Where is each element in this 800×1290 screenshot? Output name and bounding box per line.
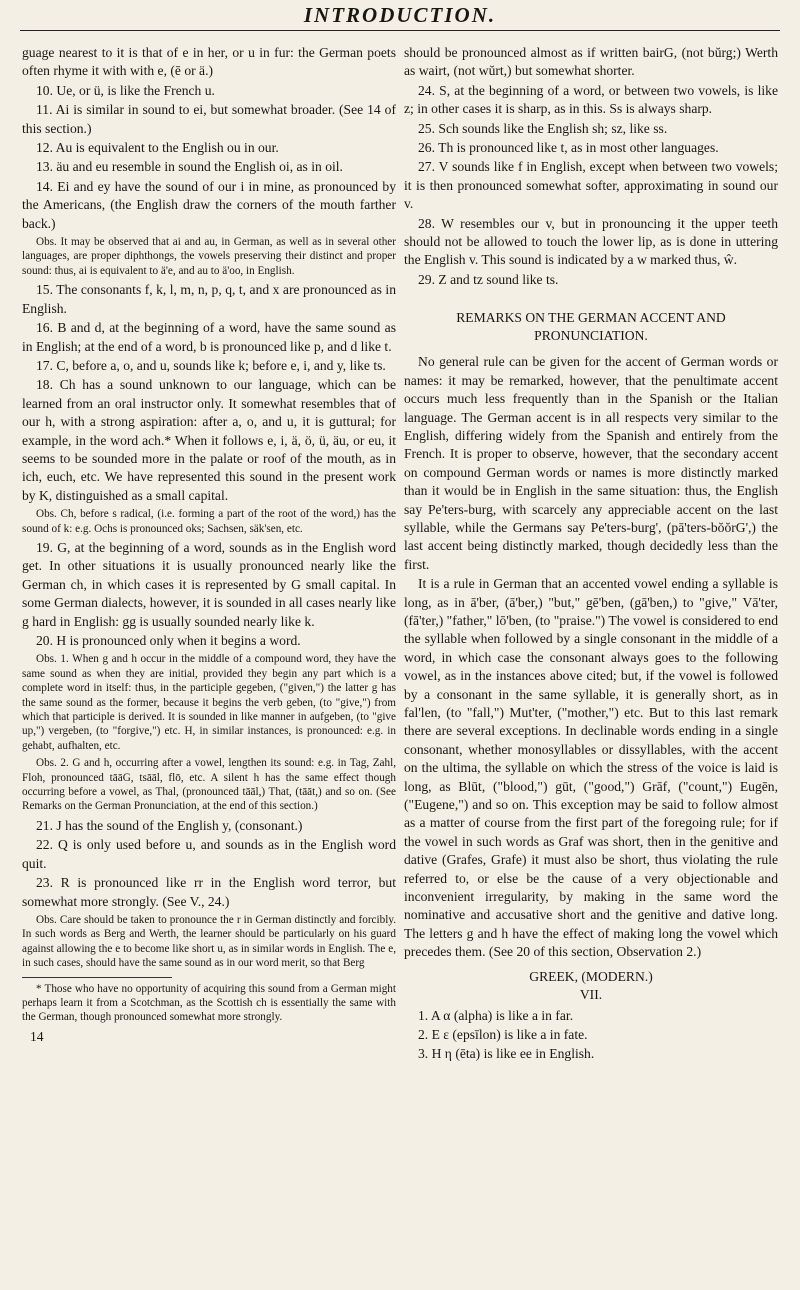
paragraph: No general rule can be given for the accent of German words or names: it may be remarked, however, that the penultimate accent occurs much less frequently than in the Spanish or the Italian language. The German accent is in all respects very similar to the English, differing widely from the Spanish and entirely from the French. It is proper to observe, however, that the secondary accent on compound German words or names is more distinctly marked than it would be in English in the same situation: thus, the English say Pe'ters-burg, with scarcely any appreciable accent on the last syllable, while the Germans say Pe'ters-burg', (pā'ters-bŏŏrG',) the last accent being distinctly marked, though decidedly less than the first. (404, 354, 778, 572)
left-column (22, 44, 396, 1280)
running-title: INTRODUCTION. (303, 3, 497, 27)
page-header (0, 0, 800, 36)
right-column (404, 44, 778, 1280)
section-heading: REMARKS ON THE GERMAN ACCENT AND PRONUNCIATION. (456, 310, 726, 344)
list-item: 1. A α (alpha) is like a in far. (418, 1007, 574, 1023)
paragraph: 15. The consonants f, k, l, m, n, p, q, t, and x are pronounced as in English. (22, 282, 396, 316)
paragraph: 11. Ai is similar in sound to ei, but somewhat broader. (See 14 of this section.) (22, 102, 396, 136)
page-number: 14 (30, 1028, 44, 1044)
paragraph: 16. B and d, at the beginning of a word, have the same sound as in English; at the end of a word, b is pronounced like p, and d like t. (22, 320, 396, 354)
paragraph: 17. C, before a, o, and u, sounds like k; before e, i, and y, like ts. (36, 357, 386, 373)
paragraph: should be pronounced almost as if written bairG, (not bŭrg;) Werth as wairt, (not wŭrt,) but somewhat shorter. (404, 45, 778, 79)
header-rule (20, 30, 780, 31)
footnote-rule (22, 977, 172, 978)
observation-ai: Obs. It may be observed that ai and au, in German, as well as in several other languages, are proper diphthongs, the vowels preserving their distinct and proper sound: thus, ai is equivalent to ä'e, and au to ä'oo, in English. (22, 236, 396, 277)
observation-h2: Obs. 2. G and h, occurring after a vowel, lengthen its sound: e.g. in Tag, Zahl, Floh, pronounced tāāG, tsāāl, flō, etc. A silent h has the same effect though occurring before a vowel, as Thal, (pronounced tāāl,) That, (tāāt,) and so on. (See Remarks on the German Pronunciation, at the end of this section.) (22, 757, 396, 813)
paragraph: 24. S, at the beginning of a word, or between two vowels, is like z; in other cases it is sharp, as in this. Ss is always sharp. (404, 82, 778, 117)
greek-subheading: VII. (579, 987, 603, 1003)
paragraph: 18. Ch has a sound unknown to our language, which can be learned from an oral instructor only. It somewhat resembles that of our h, with a strong aspiration: after a, o, and u, it is guttural; for example, in the word ach.* When it follows e, i, ä, ö, ü, äu, or eu, it seems to be sounded more in the palate or roof of the mouth, as in ich, euch, etc. We have represented this sound in the present work by K, distinguished as a small capital. (22, 377, 396, 503)
paragraph: 21. J has the sound of the English y, (consonant.) (36, 817, 303, 833)
paragraph: 10. Ue, or ü, is like the French u. (36, 82, 215, 98)
observation-h1: Obs. 1. When g and h occur in the middle of a compound word, they have the same sound as when they are initial, provided they begin any part which is a complete word in itself: thus, in the participle gegeben, ("given,") the latter g has the same sound as the former, because it begins the verb geben, (to "give,") from which that participle is derived. It is sounded in like manner in aufgeben, (to "give up,") vergeben, (to "forgive,") etc. H, in similar instances, is pronounced: e.g. in gehabt, aufhalten, etc. (22, 653, 396, 752)
paragraph: 28. W resembles our v, but in pronouncing it the upper teeth should not be allowed to touch the lower lip, as is done in uttering the English v. This sound is indicated by a w marked thus, ŵ. (404, 215, 778, 268)
list-item: 3. H η (ēta) is like ee in English. (418, 1046, 595, 1062)
footnote: * Those who have no opportunity of acquiring this sound from a German might perhaps learn it from a Scotchman, as the Scottish ch is essentially the same with the German, though pronounced somewhat more strongly. (22, 982, 396, 1023)
list-item: 2. E ε (epsīlon) is like a in fate. (418, 1026, 588, 1042)
paragraph: 13. äu and eu resemble in sound the English oi, as in oil. (36, 159, 343, 175)
paragraph: 20. H is pronounced only when it begins a word. (36, 633, 301, 648)
paragraph: 22. Q is only used before u, and sounds as in the English word quit. (22, 837, 396, 871)
paragraph: 14. Ei and ey have the sound of our i in mine, as pronounced by the Americans, (the English draw the corners of the mouth farther back.) (22, 178, 396, 231)
paragraph: 27. V sounds like f in English, except when between two vowels; it is then pronounced somewhat softer, approximating in sound our v. (404, 159, 778, 212)
paragraph: guage nearest to it is that of e in her, or u in fur: the German poets often rhyme it with with e, (ē or ä.) (22, 45, 396, 79)
paragraph: 29. Z and tz sound like ts. (418, 271, 559, 287)
paragraph: 23. R is pronounced like rr in the English word terror, but somewhat more strongly. (See V., 24.) (22, 875, 396, 909)
paragraph: 25. Sch sounds like the English sh; sz, like ss. (418, 120, 668, 136)
paragraph: 26. Th is pronounced like t, as in most other languages. (418, 140, 719, 156)
observation-r: Obs. Care should be taken to pronounce the r in German distinctly and forcibly. In such words as Berg and Werth, the learner should be particularly on his guard against allowing the e to become like short u, as in similar words in English. The e, in such cases, should have the same sound as in our word merit, so that Berg (22, 913, 396, 970)
greek-heading: GREEK, (MODERN.) (529, 968, 653, 984)
observation-ch: Obs. Ch, before s radical, (i.e. forming a part of the root of the word,) has the sound of k: e.g. Ochs is pronounced oks; Sachsen, säk'sen, etc. (22, 508, 396, 535)
paragraph: 12. Au is equivalent to the English ou in our. (36, 140, 279, 156)
paragraph: 19. G, at the beginning of a word, sounds as in the English word get. In other situations it is usually pronounced nearly like the German ch, in which cases it is represented by G small capital. In some German dialects, however, it is sounded in all cases nearly like g hard in English: gg is usually sounded nearly like k. (22, 539, 396, 629)
paragraph: It is a rule in German that an accented vowel ending a syllable is long, as in ā'ber, (ā'ber,) "but," gē'ben, (gā'ben,) to "give," Vā'ter, (fā'ter,) "father," lō'ben, (to "praise.") The vowel is considered to end the syllable when followed by a single consonant in the middle of a word, in which case the consonant always goes to the following vowel, as in the instances above cited; but, if the vowel is followed by a consonant in the same syllable, it is generally short, as in fal'len, (to "fall,") Mut'ter, ("mother,") etc. But to this last remark there are several exceptions. In declinable words ending in a single consonant, whether monosyllables or dissyllables, with the accent on the ultima, the syllable on which the stress of the voice is laid is long, as Blūt, ("blood,") gūt, ("good,") Grāf, ("count,") Eugēn, ("Eugene,") and so on. This exception may be said to follow almost as a matter of course from the first part of the foregoing rule; for if the vowel in such words as Graf was short, then in the genitive and dative (Grafes, Grafe) it must also be short, thus violating the rule referred to, or else be the cause of a very objectionable and inconvenient irregularity, by making in the same word the nominative and accusative short and the genitive and dative long. The letters g and h have the effect of making long the vowel which precedes them. (See 20 of this section, Observation 2.) (404, 576, 778, 960)
